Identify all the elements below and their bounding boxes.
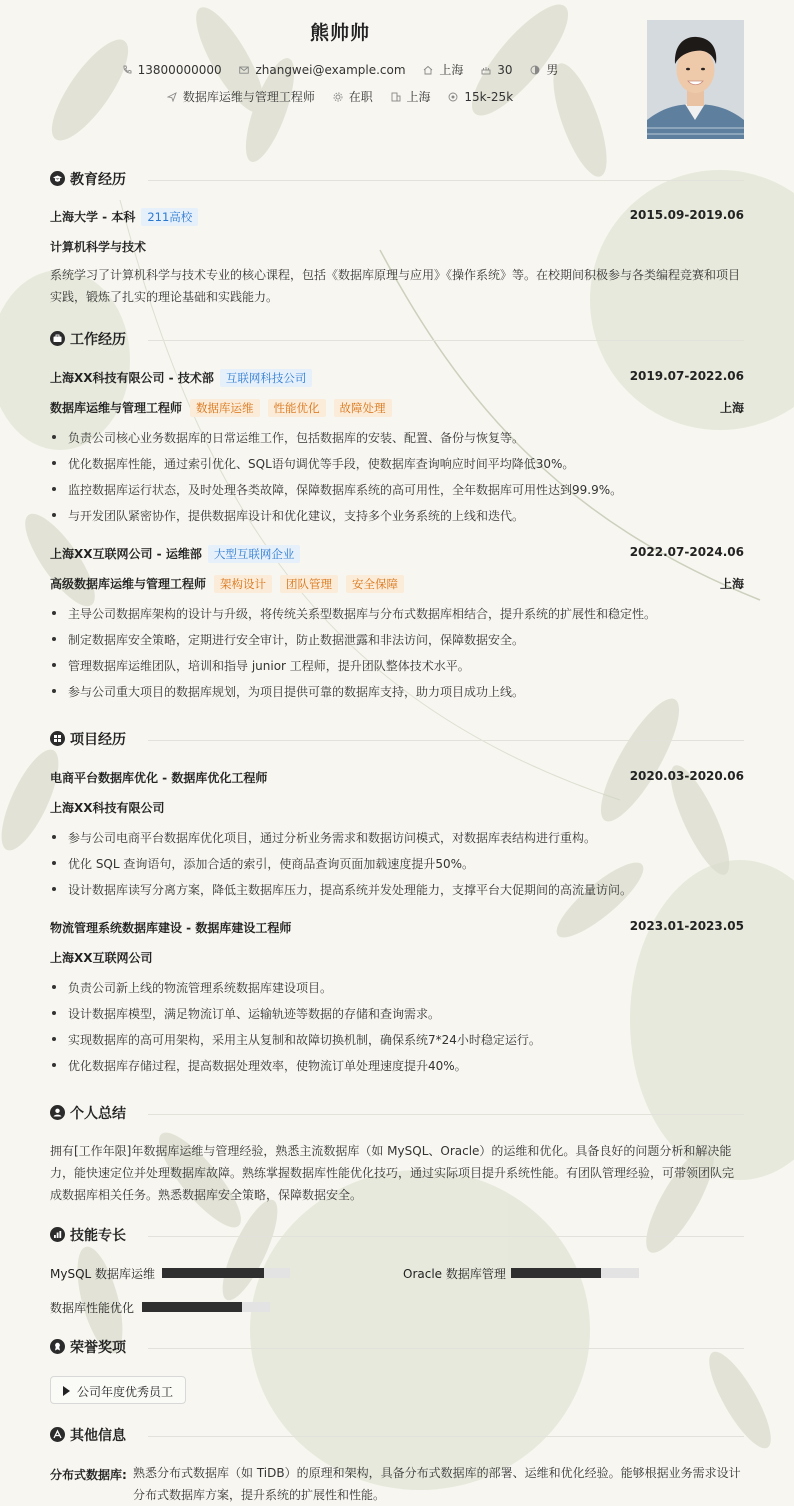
skill-bar xyxy=(162,1268,290,1278)
play-icon xyxy=(63,1386,70,1396)
project-entry-header xyxy=(50,919,744,936)
company-name: 上海XX互联网公司 - 运维部 xyxy=(50,547,202,561)
project-period: 2023.01-2023.05 xyxy=(629,919,744,933)
list-item: 设计数据库模型，满足物流订单、运输轨迹等数据的存储和查询需求。 xyxy=(50,1005,744,1022)
work-role-row xyxy=(50,399,744,417)
school-name: 上海大学 - 本科 xyxy=(50,210,136,224)
list-item: 与开发团队紧密协作，提供数据库设计和优化建议，支持多个业务系统的上线和迭代。 xyxy=(50,507,744,524)
section-divider xyxy=(148,1348,744,1349)
list-item: 优化 SQL 查询语句，添加合适的索引，使商品查询页面加载速度提升50%。 xyxy=(50,855,744,872)
contact-row xyxy=(0,61,680,78)
section-divider xyxy=(148,1436,744,1437)
other-text: 熟悉分布式数据库（如 TiDB）的原理和架构，具备分布式数据库的部署、运维和优化经验。能够根据业务需求设计分布式数据库方案，提升系统的扩展性和性能。 xyxy=(133,1466,741,1502)
user-icon xyxy=(50,1105,65,1120)
email-item xyxy=(239,63,405,77)
skill-tag: 安全保障 xyxy=(346,575,404,593)
project-company: 上海XX互联网公司 xyxy=(50,951,153,965)
skill-name: Oracle 数据库管理 xyxy=(403,1267,506,1281)
award-icon xyxy=(50,1339,65,1354)
mail-icon xyxy=(239,65,249,75)
section-education xyxy=(50,168,744,190)
skill-bar xyxy=(142,1302,270,1312)
section-title-work: 工作经历 xyxy=(70,332,126,348)
skill-tag: 架构设计 xyxy=(214,575,272,593)
gender-icon xyxy=(530,65,540,75)
list-item: 主导公司数据库架构的设计与升级，将传统关系型数据库与分布式数据库相结合，提升系统的扩展性和稳定性。 xyxy=(50,605,744,622)
work-location: 上海 xyxy=(719,577,744,591)
role-title: 高级数据库运维与管理工程师 xyxy=(50,577,207,591)
section-divider xyxy=(148,1236,744,1237)
list-item: 负责公司新上线的物流管理系统数据库建设项目。 xyxy=(50,979,744,996)
section-projects xyxy=(50,728,744,750)
education-entry xyxy=(50,208,744,226)
section-summary xyxy=(50,1102,744,1124)
section-title-other: 其他信息 xyxy=(70,1428,126,1444)
building-icon xyxy=(391,92,401,102)
age-text: 30 xyxy=(497,62,513,77)
other-label: 分布式数据库: xyxy=(50,1468,127,1482)
project-company-row xyxy=(50,799,744,816)
section-title-skills: 技能专长 xyxy=(70,1228,126,1244)
avatar-illustration xyxy=(647,20,744,139)
info-icon xyxy=(50,1427,65,1442)
work-entry-header xyxy=(50,545,744,563)
project-entry-header xyxy=(50,769,744,786)
email-text: zhangwei@example.com xyxy=(255,62,406,77)
section-awards xyxy=(50,1336,744,1358)
project-title: 物流管理系统数据库建设 - 数据库建设工程师 xyxy=(50,921,292,935)
list-item: 参与公司重大项目的数据库规划，为项目提供可靠的数据库支持，助力项目成功上线。 xyxy=(50,683,744,700)
summary-text: 拥有[工作年限]年数据库运维与管理经验，熟悉主流数据库（如 MySQL、Oracle）的运维和优化。具备良好的问题分析和解决能力，能快速定位并处理数据库故障。熟练掌握数据库性能优化技巧，通过实际项目提升系统性能。有团队管理经验，可带领团队完成数据库相关任务。熟悉数据库安全策略，保障数据安全。 xyxy=(50,1144,735,1202)
job-title-text: 数据库运维与管理工程师 xyxy=(182,90,315,104)
skill-tag: 数据库运维 xyxy=(190,399,260,417)
section-divider xyxy=(148,180,744,181)
skill-bar-fill xyxy=(162,1268,264,1278)
skill-bar-fill xyxy=(511,1268,601,1278)
project-company-row xyxy=(50,949,744,966)
skill-name: MySQL 数据库运维 xyxy=(50,1267,156,1281)
home-icon xyxy=(423,65,433,75)
cake-icon xyxy=(481,65,491,75)
section-title-summary: 个人总结 xyxy=(70,1106,126,1122)
section-other xyxy=(50,1424,744,1446)
list-item: 监控数据库运行状态，及时处理各类故障，保障数据库系统的高可用性，全年数据库可用性达到99.9%。 xyxy=(50,481,744,498)
list-item: 优化数据库性能，通过索引优化、SQL语句调优等手段，使数据库查询响应时间平均降低30%。 xyxy=(50,455,744,472)
phone-item xyxy=(122,63,222,77)
phone-icon xyxy=(122,65,132,75)
company-tag: 大型互联网企业 xyxy=(208,545,301,563)
gear-icon xyxy=(333,92,343,102)
role-title: 数据库运维与管理工程师 xyxy=(50,401,183,415)
section-divider xyxy=(148,740,744,741)
project-company: 上海XX科技有限公司 xyxy=(50,801,165,815)
send-icon xyxy=(167,92,177,102)
education-description: 系统学习了计算机科学与技术专业的核心课程，包括《数据库原理与应用》《操作系统》等。在校期间积极参与各类编程竞赛和项目实践，锻炼了扎实的理论基础和实践能力。 xyxy=(50,268,741,304)
bar-chart-icon xyxy=(50,1227,65,1242)
project-period: 2020.03-2020.06 xyxy=(629,769,744,783)
list-item: 设计数据库读写分离方案，降低主数据库压力，提高系统并发处理能力，支撑平台大促期间的高流量访问。 xyxy=(50,881,744,898)
section-divider xyxy=(148,1114,744,1115)
skill-tag: 团队管理 xyxy=(280,575,338,593)
work-period: 2022.07-2024.06 xyxy=(629,545,744,559)
skill-name: 数据库性能优化 xyxy=(50,1301,135,1315)
list-item: 负责公司核心业务数据库的日常运维工作，包括数据库的安装、配置、备份与恢复等。 xyxy=(50,429,744,446)
salary-item xyxy=(448,90,513,104)
list-item: 优化数据库存储过程，提高数据处理效率，使物流订单处理速度提升40%。 xyxy=(50,1057,744,1074)
city-text: 上海 xyxy=(439,63,464,77)
work-city-text: 上海 xyxy=(406,90,431,104)
work-role-row xyxy=(50,575,744,593)
education-period: 2015.09-2019.06 xyxy=(629,208,744,222)
job-row xyxy=(0,88,680,105)
phone-text: 13800000000 xyxy=(137,62,222,77)
skill-tag: 故障处理 xyxy=(334,399,392,417)
major: 计算机科学与技术 xyxy=(50,240,147,254)
grid-icon xyxy=(50,731,65,746)
graduation-cap-icon xyxy=(50,171,65,186)
section-title-awards: 荣誉奖项 xyxy=(70,1340,126,1356)
job-title-item xyxy=(167,88,315,105)
list-item: 实现数据库的高可用架构，采用主从复制和故障切换机制，确保系统7*24小时稳定运行。 xyxy=(50,1031,744,1048)
list-item: 管理数据库运维团队，培训和指导 junior 工程师，提升团队整体技术水平。 xyxy=(50,657,744,674)
list-item: 参与公司电商平台数据库优化项目，通过分析业务需求和数据访问模式，对数据库表结构进行重构。 xyxy=(50,829,744,846)
status-item xyxy=(333,88,373,105)
gender-text: 男 xyxy=(546,63,559,77)
section-title-projects: 项目经历 xyxy=(70,732,126,748)
section-work xyxy=(50,328,744,350)
school-tag: 211高校 xyxy=(141,208,198,226)
work-entry-header xyxy=(50,369,744,387)
work-period: 2019.07-2022.06 xyxy=(629,369,744,383)
gender-item xyxy=(530,61,558,78)
work-location: 上海 xyxy=(719,401,744,415)
profile-photo xyxy=(647,20,744,139)
briefcase-icon xyxy=(50,331,65,346)
project-title: 电商平台数据库优化 - 数据库优化工程师 xyxy=(50,771,268,785)
award-item xyxy=(50,1376,186,1404)
city-item xyxy=(423,61,463,78)
work-city-item xyxy=(391,88,431,105)
skill-bar-fill xyxy=(142,1302,242,1312)
skill-bar xyxy=(511,1268,639,1278)
skill-tag: 性能优化 xyxy=(268,399,326,417)
company-tag: 互联网科技公司 xyxy=(220,369,313,387)
section-skills xyxy=(50,1224,744,1246)
age-item xyxy=(481,63,512,77)
coin-icon xyxy=(448,92,458,102)
list-item: 制定数据库安全策略，定期进行安全审计，防止数据泄露和非法访问，保障数据安全。 xyxy=(50,631,744,648)
education-major-row xyxy=(50,238,744,255)
company-name: 上海XX科技有限公司 - 技术部 xyxy=(50,371,214,385)
status-text: 在职 xyxy=(348,90,373,104)
candidate-name: 熊帅帅 xyxy=(309,22,370,44)
section-divider xyxy=(148,340,744,341)
award-name: 公司年度优秀员工 xyxy=(77,1385,174,1399)
section-title-education: 教育经历 xyxy=(70,172,126,188)
salary-text: 15k-25k xyxy=(464,89,514,104)
